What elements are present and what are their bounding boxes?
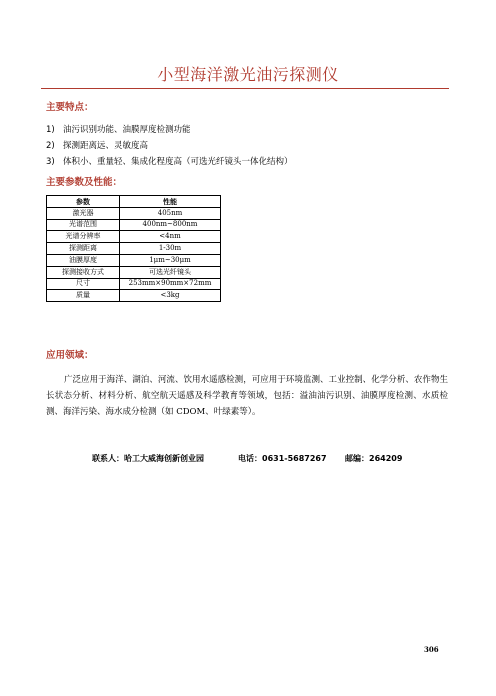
param-name: 尺寸: [47, 278, 120, 290]
params-heading: 主要参数及性能：: [46, 177, 123, 188]
contact-person: 联系人：哈工大威海创新创业园: [92, 454, 204, 463]
feature-item-3: [46, 157, 293, 168]
params-table: [46, 195, 221, 302]
param-name: 光谱范围: [47, 219, 120, 231]
table-row: [47, 290, 221, 302]
table-header-cell: 性能: [120, 196, 221, 208]
param-name: 光谱分辨率: [47, 231, 120, 243]
contact-zip: 邮编：264209: [345, 454, 403, 463]
param-value: 可选光纤镜头: [120, 266, 221, 278]
param-value: <3kg: [120, 290, 221, 302]
feature-text: 油污识别功能、油膜厚度检测功能: [63, 125, 191, 135]
application-heading: 应用领域：: [46, 350, 94, 361]
table-header-cell: 参数: [47, 196, 120, 208]
page-title: 小型海洋激光油污探测仪: [157, 65, 339, 84]
table-row: [47, 219, 221, 231]
feature-number: 1): [46, 125, 55, 135]
feature-number: 2): [46, 141, 55, 151]
param-name: 激光器: [47, 207, 120, 219]
table-row: [47, 207, 221, 219]
param-name: 探测距离: [47, 243, 120, 255]
contact-phone: 电话：0631-5687267: [238, 454, 327, 463]
application-paragraph: [46, 372, 448, 420]
features-heading: 主要特点：: [46, 102, 94, 113]
feature-item-2: [46, 141, 148, 152]
param-name: 探测接收方式: [47, 266, 120, 278]
param-value: <4nm: [120, 231, 221, 243]
table-header-row: [47, 196, 221, 208]
param-value: 253mm×90mm×72mm: [120, 278, 221, 290]
table-row: [47, 266, 221, 278]
title-divider: [41, 88, 449, 89]
table-row: [47, 231, 221, 243]
table-row: [47, 243, 221, 255]
table-row: [47, 278, 221, 290]
param-value: 400nm~800nm: [120, 219, 221, 231]
application-text: 广泛应用于海洋、湖泊、河流、饮用水遥感检测，可应用于环境监测、工业控制、化学分析、农作物生长状态分析、材料分析、航空航天遥感及科学教育等领域，包括：溢油油污识别、油膜厚度检测、水质检测、海洋污染、海水成分检测（如 CDOM、叶绿素等）。: [46, 375, 448, 417]
feature-item-1: [46, 125, 191, 136]
param-value: 1μm~30μm: [120, 254, 221, 266]
feature-text: 体积小、重量轻、集成化程度高（可选光纤镜头一体化结构）: [63, 157, 293, 167]
page-number: 306: [424, 645, 439, 654]
param-name: 质量: [47, 290, 120, 302]
feature-text: 探测距离远、灵敏度高: [63, 141, 149, 151]
feature-number: 3): [46, 157, 55, 167]
param-name: 油膜厚度: [47, 254, 120, 266]
param-value: 405nm: [120, 207, 221, 219]
table-row: [47, 254, 221, 266]
param-value: 1-30m: [120, 243, 221, 255]
